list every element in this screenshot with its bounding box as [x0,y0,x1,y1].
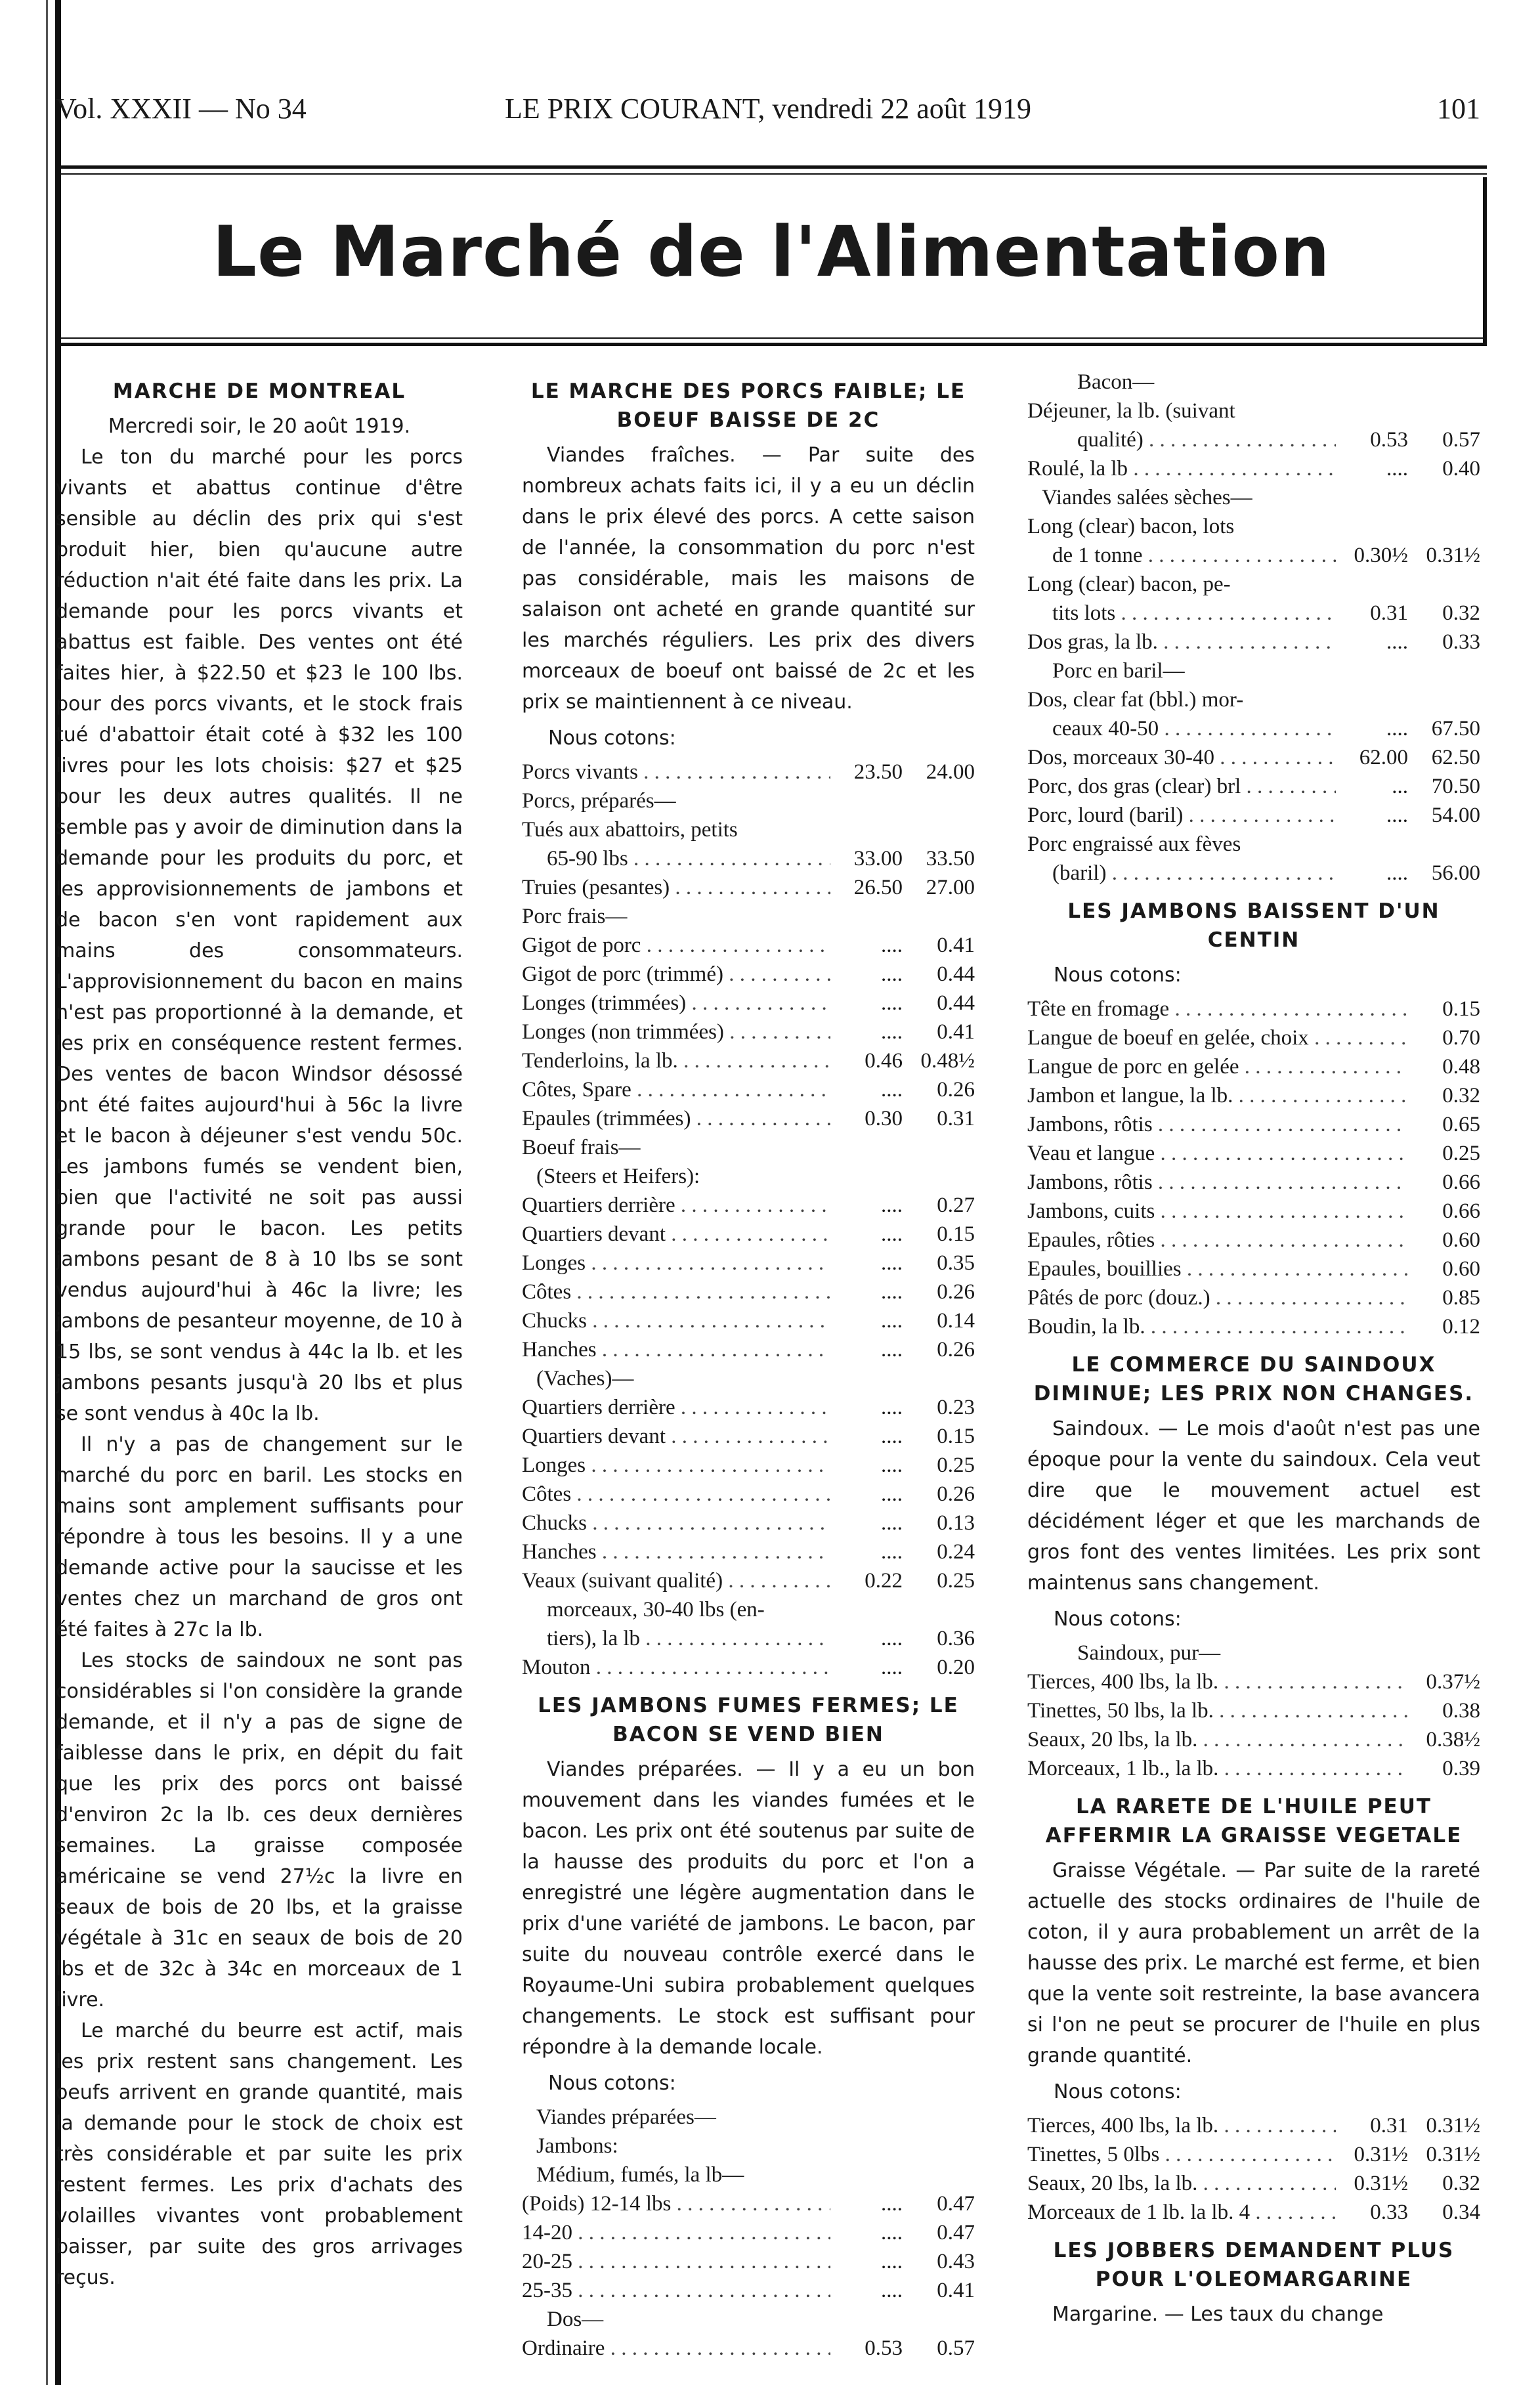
price-item: Langue de boeuf en gelée, choix . . . [1027,1023,1408,1052]
price-low: .... [881,1656,903,1679]
price-low: .... [881,1453,903,1477]
price-row [522,960,975,989]
price-value: 0.37½ [1426,1670,1480,1694]
price-high: 0.20 [937,1656,975,1679]
article-heading: LE COMMERCE DU SAINDOUX DIMINUE; LES PRIX NON CHANGES. [1033,1353,1474,1406]
price-row [522,1451,975,1480]
price-row [1027,1667,1480,1696]
price-item: Quartiers devant . . . [522,1220,830,1249]
price-row [1027,1725,1480,1754]
price-row [1027,995,1480,1023]
price-row [522,1566,975,1595]
section-banner [56,165,1487,352]
price-row [1027,1197,1480,1226]
quote-label: Nous cotons: [1054,964,1182,987]
paragraph: Margarine. — Les taux du change [1052,2303,1384,2326]
price-category: Viandes préparées— [536,2105,716,2129]
price-row [1027,599,1480,628]
page-edge-shadow [46,0,48,2385]
price-row [522,1046,975,1075]
price-category: Dos, clear fat (bbl.) mor- [1027,688,1244,712]
price-row [522,844,975,873]
price-item: Tierces, 400 lbs, la lb. . . . [1027,1667,1408,1696]
price-item: Jambons, rôtis . . . [1027,1110,1408,1139]
price-category: Porcs, préparés— [522,789,676,813]
price-category: Jambons: [536,2134,618,2158]
price-low: 0.31½ [1354,2172,1408,2195]
article-heading: LES JOBBERS DEMANDENT PLUS POUR L'OLEOMARGARINE [1053,2239,1455,2291]
price-value: 0.60 [1442,1257,1480,1281]
price-value: 0.15 [1442,997,1480,1021]
price-low: 33.00 [853,847,903,870]
price-low: .... [881,2192,903,2216]
price-high: 0.57 [1442,428,1480,452]
price-category: Boeuf frais— [522,1136,641,1159]
price-low: 26.50 [853,876,903,899]
price-low: 0.31½ [1354,2143,1408,2166]
article-heading: LES JAMBONS FUMES FERMES; LE BACON SE VEND BIEN [538,1694,959,1746]
price-item: Mouton . . . [522,1653,830,1682]
price-high: 0.31½ [1426,2143,1480,2166]
price-row [1027,2111,1480,2140]
price-item: Roulé, la lb . . . [1027,454,1336,483]
price-low: 0.53 [1370,428,1408,452]
price-category: Viandes salées sèches— [1042,486,1252,509]
price-category: Médium, fumés, la lb— [536,2163,744,2187]
price-row [522,1393,975,1422]
price-item: (Poids) 12-14 lbs . . . [522,2189,830,2218]
price-low: .... [881,1309,903,1333]
price-item: Longes . . . [522,1451,830,1480]
price-high: 0.47 [937,2192,975,2216]
article-heading: LE MARCHE DES PORCS FAIBLE; LE BOEUF BAISSE DE 2C [530,379,966,432]
price-low: .... [1386,457,1408,481]
price-item: Epaules (trimmées) . . . [522,1104,830,1133]
running-header [56,92,1480,134]
price-row [522,2247,975,2276]
price-low: 62.00 [1359,746,1408,769]
price-low: .... [881,1482,903,1506]
price-high: 0.14 [937,1309,975,1333]
price-category: Bacon— [1077,370,1155,394]
price-category: Porc en baril— [1052,659,1185,683]
price-item: 25-35 . . . [522,2276,830,2305]
price-category: (Vaches)— [536,1367,634,1390]
price-high: 0.41 [937,934,975,957]
price-high: 62.50 [1431,746,1480,769]
price-low: .... [881,934,903,957]
price-category: Dos— [547,2308,604,2331]
price-low: .... [881,2279,903,2302]
price-row [1027,1312,1480,1341]
price-low: .... [881,1627,903,1650]
price-row [1027,1226,1480,1255]
price-row [1027,714,1480,743]
paragraph: Saindoux. — Le mois d'août n'est pas une époque pour la vente du saindoux. Cela veut dire que le mouvement actuel est décidément léger et que les marchands de gros font des ventes limitées. Les prix sont maintenus sans changement. [1027,1417,1480,1595]
price-item: tits lots . . . [1052,599,1336,628]
price-high: 0.41 [937,2279,975,2302]
price-high: 0.44 [937,991,975,1015]
price-high: 0.48½ [920,1049,975,1073]
price-row [522,989,975,1018]
price-high: 0.15 [937,1222,975,1246]
price-high: 0.26 [937,1338,975,1362]
price-item: Tenderloins, la lb. . . . [522,1046,830,1075]
price-high: 0.26 [937,1280,975,1304]
price-low: .... [1386,861,1408,885]
price-high: 24.00 [926,760,975,784]
price-value: 0.60 [1442,1228,1480,1252]
price-item: tiers), la lb . . . [547,1624,830,1653]
price-value: 0.38½ [1426,1728,1480,1751]
price-low: 0.33 [1370,2201,1408,2224]
price-low: 0.31 [1370,2114,1408,2138]
price-item: 20-25 . . . [522,2247,830,2276]
price-high: 0.32 [1442,2172,1480,2195]
price-high: 0.40 [1442,457,1480,481]
price-value: 0.66 [1442,1199,1480,1223]
price-row [522,2334,975,2357]
price-row [1027,1754,1480,1783]
price-high: 0.47 [937,2221,975,2245]
price-high: 0.31½ [1426,544,1480,567]
price-item: Côtes, Spare . . . [522,1075,830,1104]
price-category: Long (clear) bacon, lots [1027,515,1235,538]
section-title: Le Marché de l'Alimentation [212,211,1331,292]
price-row [522,1220,975,1249]
price-item: Ordinaire . . . [522,2334,830,2357]
banner-rule-top-thin [56,173,1487,175]
price-category: Tués aux abattoirs, petits [522,818,738,842]
price-row [1027,1081,1480,1110]
price-item: Hanches . . . [522,1537,830,1566]
price-row [1027,425,1480,454]
price-high: 0.13 [937,1511,975,1535]
price-item: Chucks . . . [522,1306,830,1335]
price-item: Seaux, 20 lbs, la lb. . . . [1027,1725,1408,1754]
price-value: 0.70 [1442,1026,1480,1050]
price-row [522,1278,975,1306]
price-high: 0.41 [937,1020,975,1044]
price-low: 0.53 [865,2336,903,2357]
column-3 [1027,368,1480,2357]
price-value: 0.66 [1442,1171,1480,1194]
price-item: Jambon et langue, la lb. . . . [1027,1081,1408,1110]
price-low: 0.30½ [1354,544,1408,567]
price-category: morceaux, 30-40 lbs (en- [547,1598,765,1622]
price-high: 0.36 [937,1627,975,1650]
price-item: Tinettes, 5 0lbs . . . [1027,2140,1336,2169]
banner-rule-top [56,165,1487,169]
price-item: Pâtés de porc (douz.) . . . [1027,1283,1408,1312]
price-low: 23.50 [853,760,903,784]
price-row [1027,1052,1480,1081]
page-number: 101 [1437,93,1480,125]
price-item: Côtes . . . [522,1480,830,1509]
publication-title: LE PRIX COURANT, vendredi 22 août 1919 [504,93,1032,125]
paragraph: Viandes fraîches. — Par suite des nombreux achats faits ici, il y a eu un déclin dans le prix élevé des porcs. A cette saison de l'année, la consommation du porc n'est pas considérable, mais les maisons de salaison ont acheté en grande quantité sur les marchés réguliers. Les prix des divers morceaux de boeuf ont baissé de 2c et les prix se maintiennent à ce niveau. [522,444,975,714]
price-row [1027,2198,1480,2227]
paragraph: Il n'y a pas de changement sur le marché du porc en baril. Les stocks en mains sont amplement suffisants pour répondre à tous les besoins. Il y a une demande active pour la saucisse et les ventes chez un marchand de gros ont été faites à 27c la lb. [56,1433,463,1641]
price-item: Chucks . . . [522,1509,830,1537]
price-item: Dos gras, la lb. . . . [1027,628,1336,656]
price-low: .... [881,991,903,1015]
price-item: Porc, dos gras (clear) brl . . . [1027,772,1336,801]
price-item: Tête en fromage . . . [1027,995,1408,1023]
price-value: 0.39 [1442,1757,1480,1780]
price-high: 54.00 [1431,804,1480,827]
price-item: Longes . . . [522,1249,830,1278]
price-item: Boudin, la lb. . . . [1027,1312,1408,1341]
price-low: .... [1386,717,1408,741]
price-category: (Steers et Heifers): [536,1165,700,1188]
price-category: Long (clear) bacon, pe- [1027,572,1231,596]
price-row [1027,801,1480,830]
price-row [522,1480,975,1509]
price-row [522,1075,975,1104]
price-row [522,1537,975,1566]
price-item: Gigot de porc (trimmé) . . . [522,960,830,989]
price-item: Quartiers derrière . . . [522,1393,830,1422]
price-high: 0.26 [937,1078,975,1102]
price-value: 0.12 [1442,1315,1480,1339]
price-category: Déjeuner, la lb. (suivant [1027,399,1235,423]
price-low: .... [881,1251,903,1275]
price-low: 0.31 [1370,601,1408,625]
price-row [1027,1023,1480,1052]
price-high: 0.34 [1442,2201,1480,2224]
price-item: Truies (pesantes) . . . [522,873,830,902]
price-row [1027,1139,1480,1168]
article-heading: MARCHE DE MONTREAL [112,379,406,403]
quote-label: Nous cotons: [1054,1608,1182,1631]
price-item: Tierces, 400 lbs, la lb. . . . [1027,2111,1336,2140]
price-row [1027,859,1480,888]
price-high: 27.00 [926,876,975,899]
paragraph: Le ton du marché pour les porcs vivants et abattus continue d'être sensible au déclin des prix qui s'est produit hier, bien qu'aucune autre réduction n'ait été faite dans les prix. La demande pour les porcs vivants et abattus est faible. Des ventes ont été faites hier, à $22.50 et $23 le 100 lbs. pour des porcs vivants, et le stock frais tué d'abattoir était coté à $32 les 100 livres pour les lots choisis: $27 et $25 pour les deux autres qualités. Il ne semble pas y avoir de diminution dans la demande pour les produits du porc, et les approvisionnements de jambons et de bacon s'en vont rapidement aux mains des consommateurs. L'approvisionnement du bacon en mains n'est pas proportionné à la demande, et les prix en conséquence restent fermes. Des ventes de bacon Windsor désossé ont été faites aujourd'hui à 56c la livre et le bacon à déjeuner s'est vendu 50c. Les jambons fumés se vendent bien, bien que l'activité ne soit pas aussi grande pour le bacon. Les petits jambons pesant de 8 à 10 lbs se sont vendus aujourd'hui à 46c la livre; les jambons de pesanteur moyenne, de 10 à 15 lbs, se sont vendus à 44c la lb. et les jambons pesants jusqu'à 20 lbs et plus se sont vendus à 40c la lb. [56,446,463,1425]
price-row [522,1509,975,1537]
price-item: (baril) . . . [1052,859,1336,888]
price-item: 14-20 . . . [522,2218,830,2247]
banner-rule-bottom-thin [56,337,1487,339]
price-row [1027,628,1480,656]
price-category: Porc engraissé aux fèves [1027,832,1241,856]
quote-label: Nous cotons: [1054,2080,1182,2103]
price-row [1027,1110,1480,1139]
price-high: 0.32 [1442,601,1480,625]
price-low: .... [881,2221,903,2245]
price-item: Epaules, bouillies . . . [1027,1255,1408,1283]
price-low: .... [881,1425,903,1448]
price-low: .... [881,1280,903,1304]
price-item: Langue de porc en gelée . . . [1027,1052,1408,1081]
price-row [522,1422,975,1451]
price-high: 0.31½ [1426,2114,1480,2138]
price-low: .... [881,1338,903,1362]
price-value: 0.32 [1442,1084,1480,1107]
volume-number: Vol. XXXII — No 34 [56,93,307,125]
price-low: .... [881,2250,903,2273]
price-high: 0.44 [937,962,975,986]
price-row [1027,1696,1480,1725]
column-2 [522,368,975,2357]
price-high: 33.50 [926,847,975,870]
price-item: Hanches . . . [522,1335,830,1364]
price-row [1027,541,1480,570]
banner-rule-bottom [56,343,1487,346]
price-high: 0.25 [937,1569,975,1593]
price-row [1027,2169,1480,2198]
price-high: 0.33 [1442,630,1480,654]
price-high: 56.00 [1431,861,1480,885]
price-row [522,1624,975,1653]
price-row [1027,743,1480,772]
price-item: Jambons, rôtis . . . [1027,1168,1408,1197]
price-value: 0.38 [1442,1699,1480,1723]
price-row [522,1306,975,1335]
price-low: ... [1392,775,1408,798]
price-value: 0.85 [1442,1286,1480,1310]
price-row [522,1249,975,1278]
price-row [522,1653,975,1682]
price-high: 0.31 [937,1107,975,1130]
price-item: Tinettes, 50 lbs, la lb. . . . [1027,1696,1408,1725]
price-row [522,1335,975,1364]
price-high: 0.15 [937,1425,975,1448]
price-item: qualité) . . . [1077,425,1336,454]
quote-label: Nous cotons: [548,727,676,750]
dateline: Mercredi soir, le 20 août 1919. [108,415,411,438]
quote-label: Nous cotons: [548,2072,676,2095]
price-high: 0.43 [937,2250,975,2273]
price-low: .... [881,1193,903,1217]
price-low: .... [1386,630,1408,654]
price-low: .... [881,1396,903,1419]
price-row [522,1018,975,1046]
price-item: Longes (non trimmées) . . . [522,1018,830,1046]
price-row [1027,1168,1480,1197]
price-row [522,2218,975,2247]
paragraph: Graisse Végétale. — Par suite de la rareté actuelle des stocks ordinaires de l'huile de coton, il y aura probablement un arrêt de la hausse des prix. Le marché est ferme, et bien que la vente soit restreinte, la base avancera si l'on ne peut se procurer de l'huile en plus grande quantité. [1027,1859,1480,2067]
price-item: ceaux 40-50 . . . [1052,714,1336,743]
price-low: .... [881,962,903,986]
price-high: 0.26 [937,1482,975,1506]
price-item: Veaux (suivant qualité) . . . [522,1566,830,1595]
price-high: 0.24 [937,1540,975,1564]
price-item: Morceaux, 1 lb., la lb. . . . [1027,1754,1408,1783]
price-row [1027,1283,1480,1312]
price-row [522,931,975,960]
paragraph: Viandes préparées. — Il y a eu un bon mouvement dans les viandes fumées et le bacon. Les prix ont été soutenus par suite de la hausse des produits du porc et l'on a enregistré une légère augmentation dans le prix d'une variété de jambons. Le bacon, par suite du nouveau contrôle exercé dans le Royaume-Uni subira probablement quelques changements. Le stock est suffisant pour répondre à la demande locale. [522,1758,975,2059]
paragraph: Le marché du beurre est actif, mais les prix restent sans changement. Les oeufs arrivent en grande quantité, mais la demande pour le stock de choix est très considérable et par suite les prix restent fermes. Les prix d'achats des volailles vivantes vont probablement baisser, par suite des gros arrivages reçus. [56,2019,463,2289]
price-row [522,758,975,786]
price-high: 0.25 [937,1453,975,1477]
price-low: .... [881,1078,903,1102]
price-low: 0.22 [865,1569,903,1593]
price-value: 0.65 [1442,1113,1480,1136]
price-item: Longes (trimmées) . . . [522,989,830,1018]
price-row [1027,454,1480,483]
price-high: 67.50 [1431,717,1480,741]
article-heading: LA RARETE DE L'HUILE PEUT AFFERMIR LA GRAISSE VEGETALE [1045,1795,1463,1847]
price-high: 0.57 [937,2336,975,2357]
price-low: .... [881,1020,903,1044]
price-row [522,1104,975,1133]
price-item: Veau et langue . . . [1027,1139,1408,1168]
price-high: 0.23 [937,1396,975,1419]
price-category: Porc frais— [522,905,628,928]
price-row [1027,2140,1480,2169]
price-high: 70.50 [1431,775,1480,798]
price-row [522,2276,975,2305]
column-1 [56,368,463,2324]
price-low: .... [881,1511,903,1535]
price-row [1027,772,1480,801]
price-low: .... [881,1540,903,1564]
price-item: Porc, lourd (baril) . . . [1027,801,1336,830]
price-row [522,873,975,902]
price-item: Dos, morceaux 30-40 . . . [1027,743,1336,772]
price-item: de 1 tonne . . . [1052,541,1336,570]
price-item: Epaules, rôties . . . [1027,1226,1408,1255]
price-row [1027,1255,1480,1283]
article-heading: LES JAMBONS BAISSENT D'UN CENTIN [1067,899,1440,952]
price-item: Quartiers devant . . . [522,1422,830,1451]
price-item: Porcs vivants . . . [522,758,830,786]
price-item: Gigot de porc . . . [522,931,830,960]
price-item: Jambons, cuits . . . [1027,1197,1408,1226]
price-item: 65-90 lbs . . . [547,844,830,873]
price-row [522,2189,975,2218]
price-high: 0.27 [937,1193,975,1217]
price-category: Saindoux, pur— [1077,1641,1221,1665]
price-low: 0.46 [865,1049,903,1073]
price-item: Seaux, 20 lbs, la lb. . . . [1027,2169,1336,2198]
price-row [522,1191,975,1220]
price-item: Morceaux de 1 lb. la lb. 4 . . . [1027,2198,1336,2227]
price-item: Quartiers derrière . . . [522,1191,830,1220]
price-value: 0.48 [1442,1055,1480,1079]
price-high: 0.35 [937,1251,975,1275]
price-value: 0.25 [1442,1142,1480,1165]
paragraph: Les stocks de saindoux ne sont pas considérables si l'on considère la grande demande, et il n'y a pas de signe de faiblesse dans le prix, en dépit du fait que les prix des porcs ont baissé d'environ 2c la lb. ces deux dernières semaines. La graisse composée américaine se vend 27½c la livre en seaux de bois de 20 lbs, et la graisse végétale à 31c en seaux de bois de 20 lbs et de 32c à 34c en morceaux de 1 livre. [56,1649,463,2011]
price-low: .... [1386,804,1408,827]
price-low: 0.30 [865,1107,903,1130]
price-item: Côtes . . . [522,1278,830,1306]
price-low: .... [881,1222,903,1246]
